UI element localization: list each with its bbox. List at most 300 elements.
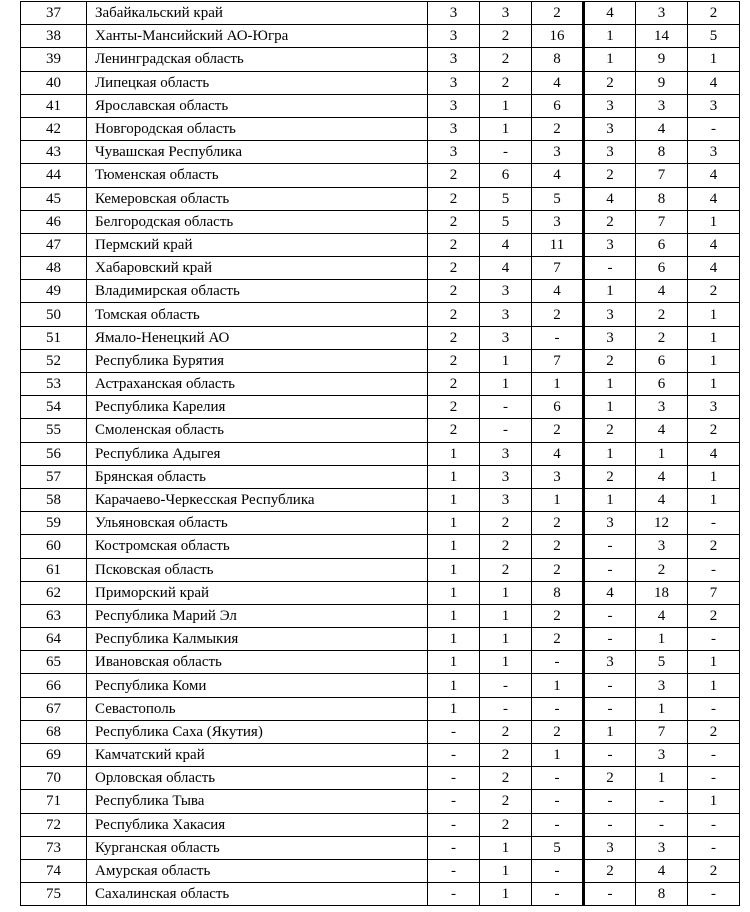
- value-cell: 2: [584, 71, 636, 94]
- value-cell: -: [480, 419, 532, 442]
- region-name: Пермский край: [87, 233, 428, 256]
- value-cell: 7: [688, 581, 740, 604]
- value-cell: 8: [636, 883, 688, 906]
- row-number: 39: [21, 48, 87, 71]
- value-cell: 3: [480, 465, 532, 488]
- value-cell: 2: [532, 512, 584, 535]
- value-cell: 7: [636, 164, 688, 187]
- row-number: 44: [21, 164, 87, 187]
- value-cell: 5: [480, 210, 532, 233]
- value-cell: -: [532, 790, 584, 813]
- value-cell: 2: [688, 2, 740, 25]
- value-cell: -: [428, 883, 480, 906]
- table-row: [21, 651, 740, 674]
- value-cell: 1: [584, 373, 636, 396]
- row-number: 69: [21, 744, 87, 767]
- value-cell: 2: [688, 604, 740, 627]
- value-cell: -: [428, 767, 480, 790]
- value-cell: 1: [428, 558, 480, 581]
- value-cell: 4: [636, 604, 688, 627]
- value-cell: 3: [636, 836, 688, 859]
- value-cell: 3: [584, 512, 636, 535]
- value-cell: 1: [428, 442, 480, 465]
- value-cell: -: [688, 558, 740, 581]
- table-row: [21, 697, 740, 720]
- value-cell: 3: [584, 651, 636, 674]
- value-cell: 1: [480, 581, 532, 604]
- value-cell: 8: [636, 141, 688, 164]
- value-cell: 9: [636, 71, 688, 94]
- value-cell: 1: [428, 674, 480, 697]
- value-cell: 1: [480, 883, 532, 906]
- value-cell: 1: [688, 465, 740, 488]
- value-cell: 1: [584, 396, 636, 419]
- table-row: [21, 883, 740, 906]
- value-cell: 4: [584, 581, 636, 604]
- value-cell: -: [532, 326, 584, 349]
- value-cell: 9: [636, 48, 688, 71]
- table-row: [21, 790, 740, 813]
- table-row: [21, 373, 740, 396]
- value-cell: 1: [688, 303, 740, 326]
- value-cell: -: [584, 883, 636, 906]
- value-cell: 2: [636, 303, 688, 326]
- value-cell: 3: [584, 94, 636, 117]
- value-cell: 2: [584, 349, 636, 372]
- table-row: [21, 535, 740, 558]
- value-cell: 4: [688, 233, 740, 256]
- value-cell: -: [532, 859, 584, 882]
- value-cell: 4: [480, 233, 532, 256]
- value-cell: 2: [428, 419, 480, 442]
- table-row: [21, 280, 740, 303]
- value-cell: 3: [532, 141, 584, 164]
- value-cell: -: [532, 883, 584, 906]
- value-cell: 3: [428, 71, 480, 94]
- region-name: Республика Коми: [87, 674, 428, 697]
- region-name: Забайкальский край: [87, 2, 428, 25]
- region-name: Владимирская область: [87, 280, 428, 303]
- region-name: Республика Карелия: [87, 396, 428, 419]
- region-name: Кемеровская область: [87, 187, 428, 210]
- row-number: 41: [21, 94, 87, 117]
- value-cell: 2: [584, 164, 636, 187]
- value-cell: 4: [636, 117, 688, 140]
- row-number: 58: [21, 488, 87, 511]
- value-cell: 2: [532, 535, 584, 558]
- row-number: 52: [21, 349, 87, 372]
- value-cell: 4: [532, 71, 584, 94]
- value-cell: 1: [428, 465, 480, 488]
- value-cell: 11: [532, 233, 584, 256]
- row-number: 56: [21, 442, 87, 465]
- table-row: [21, 558, 740, 581]
- table-row: [21, 94, 740, 117]
- value-cell: 2: [584, 859, 636, 882]
- value-cell: 2: [532, 558, 584, 581]
- table-row: [21, 465, 740, 488]
- value-cell: 4: [688, 164, 740, 187]
- value-cell: 6: [532, 396, 584, 419]
- table-row: [21, 187, 740, 210]
- value-cell: 12: [636, 512, 688, 535]
- value-cell: 3: [532, 210, 584, 233]
- table-row: [21, 859, 740, 882]
- value-cell: 1: [480, 651, 532, 674]
- region-name: Курганская область: [87, 836, 428, 859]
- value-cell: 7: [636, 210, 688, 233]
- table-row: [21, 581, 740, 604]
- value-cell: 3: [636, 535, 688, 558]
- value-cell: -: [584, 813, 636, 836]
- value-cell: 6: [636, 373, 688, 396]
- table-row: [21, 488, 740, 511]
- table-row: [21, 512, 740, 535]
- value-cell: 7: [532, 257, 584, 280]
- row-number: 37: [21, 2, 87, 25]
- row-number: 66: [21, 674, 87, 697]
- value-cell: 3: [428, 25, 480, 48]
- row-number: 45: [21, 187, 87, 210]
- value-cell: -: [688, 744, 740, 767]
- value-cell: 2: [584, 767, 636, 790]
- region-name: Карачаево-Черкесская Республика: [87, 488, 428, 511]
- value-cell: 4: [532, 164, 584, 187]
- region-name: Ивановская область: [87, 651, 428, 674]
- value-cell: -: [532, 697, 584, 720]
- value-cell: 2: [532, 2, 584, 25]
- region-name: Ханты-Мансийский АО-Югра: [87, 25, 428, 48]
- value-cell: 3: [428, 2, 480, 25]
- value-cell: 1: [480, 373, 532, 396]
- value-cell: 3: [636, 94, 688, 117]
- value-cell: 1: [636, 442, 688, 465]
- value-cell: 1: [688, 373, 740, 396]
- value-cell: 3: [428, 141, 480, 164]
- value-cell: 4: [688, 187, 740, 210]
- value-cell: -: [584, 257, 636, 280]
- region-name: Брянская область: [87, 465, 428, 488]
- value-cell: 2: [532, 628, 584, 651]
- value-cell: 6: [636, 233, 688, 256]
- region-name: Астраханская область: [87, 373, 428, 396]
- value-cell: 3: [428, 117, 480, 140]
- value-cell: 1: [532, 488, 584, 511]
- value-cell: 5: [688, 25, 740, 48]
- table-row: [21, 233, 740, 256]
- table-row: [21, 836, 740, 859]
- value-cell: 1: [688, 349, 740, 372]
- value-cell: 2: [480, 720, 532, 743]
- row-number: 65: [21, 651, 87, 674]
- value-cell: 3: [480, 303, 532, 326]
- value-cell: -: [584, 674, 636, 697]
- value-cell: -: [584, 558, 636, 581]
- value-cell: 1: [480, 836, 532, 859]
- value-cell: 1: [428, 535, 480, 558]
- value-cell: 1: [428, 581, 480, 604]
- value-cell: 8: [532, 48, 584, 71]
- value-cell: 1: [428, 512, 480, 535]
- value-cell: 18: [636, 581, 688, 604]
- value-cell: 1: [688, 674, 740, 697]
- value-cell: 1: [428, 604, 480, 627]
- value-cell: 5: [532, 187, 584, 210]
- value-cell: 1: [532, 744, 584, 767]
- region-name: Ульяновская область: [87, 512, 428, 535]
- value-cell: 3: [636, 2, 688, 25]
- value-cell: 2: [428, 303, 480, 326]
- value-cell: 2: [480, 512, 532, 535]
- regions-table: [20, 1, 740, 906]
- value-cell: 1: [480, 859, 532, 882]
- value-cell: 2: [480, 767, 532, 790]
- document-page: [20, 1, 740, 906]
- value-cell: -: [636, 813, 688, 836]
- value-cell: 1: [428, 628, 480, 651]
- row-number: 54: [21, 396, 87, 419]
- value-cell: 2: [532, 419, 584, 442]
- row-number: 50: [21, 303, 87, 326]
- value-cell: 4: [688, 257, 740, 280]
- value-cell: 1: [688, 651, 740, 674]
- table-row: [21, 303, 740, 326]
- value-cell: 3: [480, 2, 532, 25]
- value-cell: 3: [636, 744, 688, 767]
- value-cell: 1: [428, 651, 480, 674]
- value-cell: 4: [636, 465, 688, 488]
- value-cell: 6: [480, 164, 532, 187]
- value-cell: 2: [428, 210, 480, 233]
- value-cell: 2: [688, 720, 740, 743]
- value-cell: 3: [480, 280, 532, 303]
- value-cell: 4: [636, 280, 688, 303]
- region-name: Республика Тыва: [87, 790, 428, 813]
- value-cell: 2: [480, 535, 532, 558]
- row-number: 47: [21, 233, 87, 256]
- table-row: [21, 2, 740, 25]
- value-cell: 4: [636, 488, 688, 511]
- value-cell: 2: [532, 303, 584, 326]
- value-cell: 3: [584, 836, 636, 859]
- value-cell: -: [688, 512, 740, 535]
- row-number: 71: [21, 790, 87, 813]
- value-cell: -: [688, 628, 740, 651]
- value-cell: -: [480, 697, 532, 720]
- table-row: [21, 349, 740, 372]
- value-cell: 2: [688, 419, 740, 442]
- region-name: Ленинградская область: [87, 48, 428, 71]
- table-row: [21, 674, 740, 697]
- value-cell: -: [428, 859, 480, 882]
- value-cell: -: [532, 813, 584, 836]
- value-cell: 2: [636, 558, 688, 581]
- value-cell: 3: [636, 674, 688, 697]
- row-number: 49: [21, 280, 87, 303]
- value-cell: -: [428, 790, 480, 813]
- region-name: Республика Бурятия: [87, 349, 428, 372]
- value-cell: 2: [532, 604, 584, 627]
- row-number: 38: [21, 25, 87, 48]
- value-cell: -: [428, 836, 480, 859]
- table-row: [21, 117, 740, 140]
- value-cell: 2: [428, 280, 480, 303]
- row-number: 74: [21, 859, 87, 882]
- table-row: [21, 25, 740, 48]
- table-row: [21, 326, 740, 349]
- value-cell: 2: [584, 419, 636, 442]
- value-cell: 1: [428, 697, 480, 720]
- row-number: 63: [21, 604, 87, 627]
- value-cell: 2: [480, 48, 532, 71]
- value-cell: 1: [584, 25, 636, 48]
- region-name: Республика Марий Эл: [87, 604, 428, 627]
- value-cell: -: [480, 141, 532, 164]
- row-number: 51: [21, 326, 87, 349]
- value-cell: 1: [480, 349, 532, 372]
- value-cell: 4: [636, 859, 688, 882]
- table-row: [21, 141, 740, 164]
- value-cell: 3: [584, 141, 636, 164]
- row-number: 60: [21, 535, 87, 558]
- region-name: Орловская область: [87, 767, 428, 790]
- value-cell: 2: [584, 210, 636, 233]
- region-name: Липецкая область: [87, 71, 428, 94]
- regions-table-body: [21, 2, 740, 906]
- value-cell: 5: [480, 187, 532, 210]
- value-cell: 2: [532, 117, 584, 140]
- value-cell: 1: [480, 628, 532, 651]
- row-number: 62: [21, 581, 87, 604]
- region-name: Приморский край: [87, 581, 428, 604]
- table-row: [21, 71, 740, 94]
- value-cell: 2: [480, 790, 532, 813]
- value-cell: -: [584, 744, 636, 767]
- value-cell: 2: [532, 720, 584, 743]
- value-cell: 3: [688, 396, 740, 419]
- value-cell: 5: [636, 651, 688, 674]
- row-number: 40: [21, 71, 87, 94]
- row-number: 67: [21, 697, 87, 720]
- value-cell: -: [532, 651, 584, 674]
- row-number: 55: [21, 419, 87, 442]
- table-row: [21, 628, 740, 651]
- value-cell: 2: [428, 164, 480, 187]
- value-cell: -: [428, 720, 480, 743]
- value-cell: -: [480, 674, 532, 697]
- value-cell: 1: [584, 720, 636, 743]
- value-cell: 1: [688, 48, 740, 71]
- value-cell: 6: [636, 349, 688, 372]
- value-cell: 1: [480, 117, 532, 140]
- value-cell: 2: [428, 396, 480, 419]
- value-cell: -: [480, 396, 532, 419]
- region-name: Амурская область: [87, 859, 428, 882]
- row-number: 46: [21, 210, 87, 233]
- value-cell: 2: [480, 813, 532, 836]
- value-cell: 2: [688, 280, 740, 303]
- value-cell: 1: [636, 767, 688, 790]
- table-row: [21, 396, 740, 419]
- table-row: [21, 720, 740, 743]
- value-cell: 1: [688, 210, 740, 233]
- table-row: [21, 744, 740, 767]
- value-cell: 8: [532, 581, 584, 604]
- value-cell: 3: [636, 396, 688, 419]
- value-cell: 14: [636, 25, 688, 48]
- value-cell: 7: [532, 349, 584, 372]
- value-cell: 2: [428, 233, 480, 256]
- value-cell: 1: [584, 488, 636, 511]
- value-cell: 3: [584, 303, 636, 326]
- region-name: Республика Калмыкия: [87, 628, 428, 651]
- table-row: [21, 257, 740, 280]
- region-name: Севастополь: [87, 697, 428, 720]
- value-cell: 1: [688, 326, 740, 349]
- value-cell: 4: [688, 71, 740, 94]
- value-cell: 3: [480, 442, 532, 465]
- table-row: [21, 604, 740, 627]
- value-cell: 2: [428, 326, 480, 349]
- row-number: 64: [21, 628, 87, 651]
- value-cell: -: [584, 790, 636, 813]
- value-cell: 6: [636, 257, 688, 280]
- value-cell: 2: [688, 859, 740, 882]
- value-cell: 1: [636, 628, 688, 651]
- row-number: 75: [21, 883, 87, 906]
- value-cell: 2: [688, 535, 740, 558]
- table-row: [21, 813, 740, 836]
- value-cell: 4: [688, 442, 740, 465]
- value-cell: -: [428, 813, 480, 836]
- row-number: 48: [21, 257, 87, 280]
- value-cell: 2: [480, 71, 532, 94]
- table-row: [21, 48, 740, 71]
- region-name: Ярославская область: [87, 94, 428, 117]
- value-cell: 1: [428, 488, 480, 511]
- value-cell: -: [636, 790, 688, 813]
- region-name: Псковская область: [87, 558, 428, 581]
- region-name: Республика Адыгея: [87, 442, 428, 465]
- value-cell: 2: [584, 465, 636, 488]
- value-cell: 4: [480, 257, 532, 280]
- value-cell: -: [688, 883, 740, 906]
- value-cell: 1: [532, 373, 584, 396]
- value-cell: 16: [532, 25, 584, 48]
- value-cell: 3: [688, 94, 740, 117]
- value-cell: 1: [584, 48, 636, 71]
- value-cell: 3: [584, 233, 636, 256]
- value-cell: 4: [584, 187, 636, 210]
- value-cell: -: [688, 767, 740, 790]
- row-number: 43: [21, 141, 87, 164]
- value-cell: 2: [428, 349, 480, 372]
- value-cell: 3: [688, 141, 740, 164]
- row-number: 53: [21, 373, 87, 396]
- table-row: [21, 210, 740, 233]
- row-number: 72: [21, 813, 87, 836]
- value-cell: 4: [532, 280, 584, 303]
- value-cell: 2: [480, 744, 532, 767]
- region-name: Камчатский край: [87, 744, 428, 767]
- region-name: Республика Хакасия: [87, 813, 428, 836]
- value-cell: 2: [480, 558, 532, 581]
- value-cell: -: [584, 697, 636, 720]
- value-cell: 4: [636, 419, 688, 442]
- value-cell: -: [584, 604, 636, 627]
- row-number: 59: [21, 512, 87, 535]
- table-row: [21, 419, 740, 442]
